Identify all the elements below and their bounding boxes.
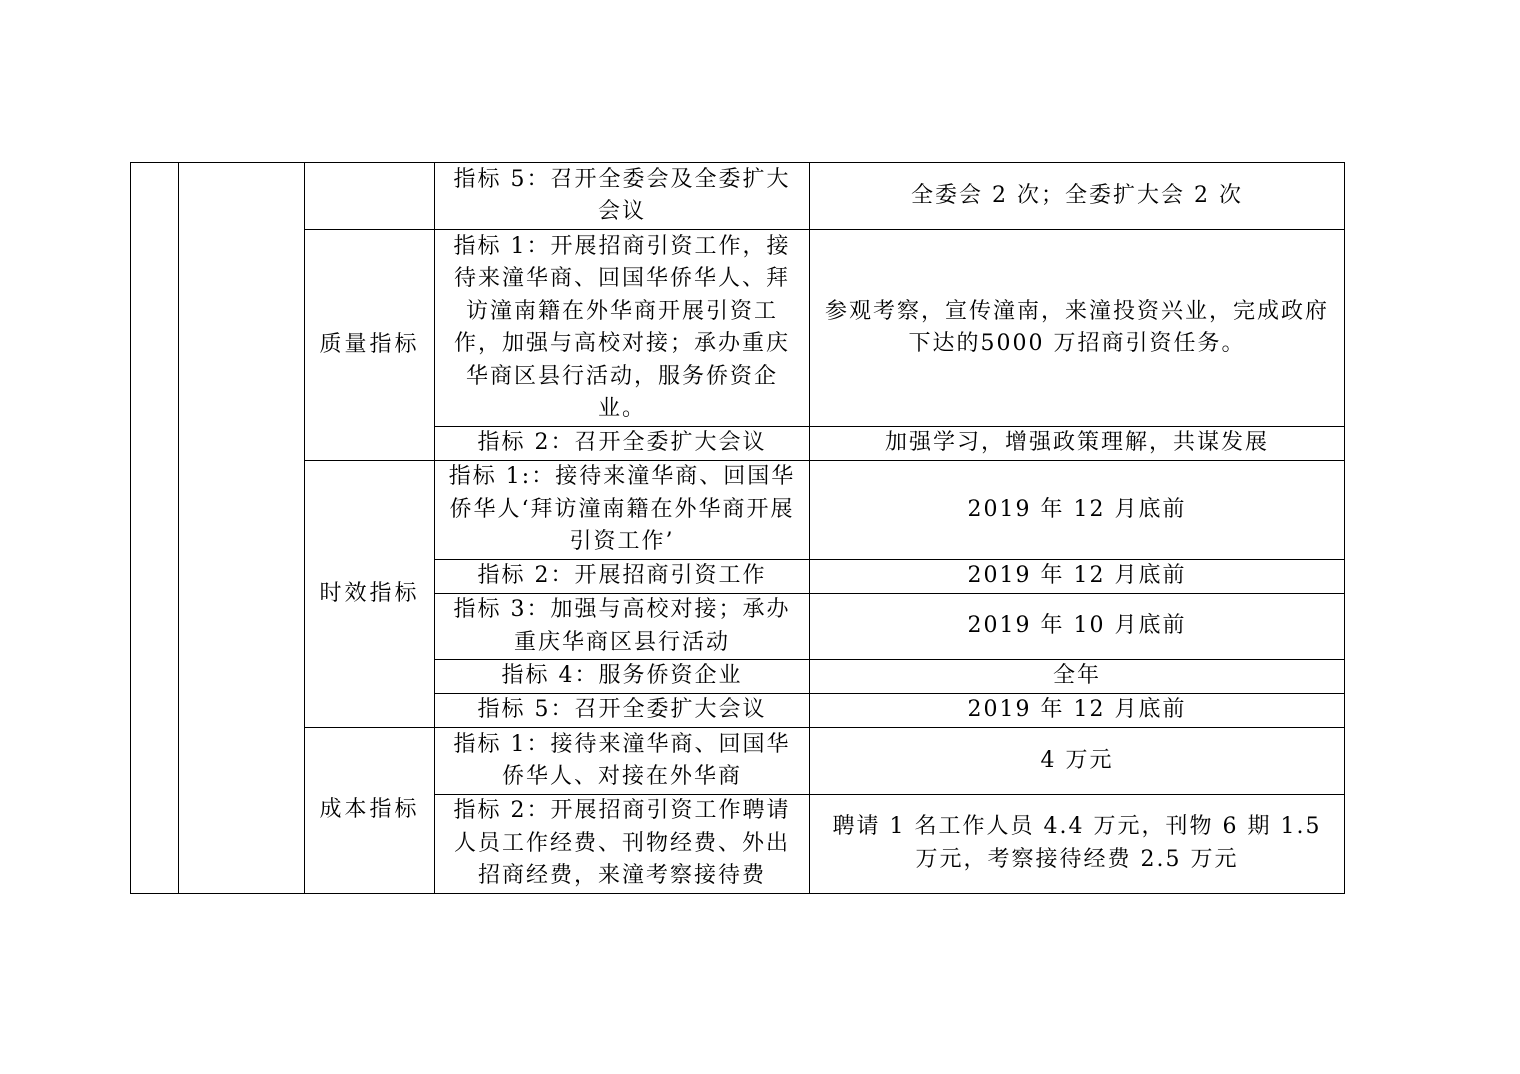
indicator-value-cell: 参观考察，宣传潼南，来潼投资兴业，完成政府下达的5000 万招商引资任务。 — [810, 230, 1345, 427]
level1-category-cell — [131, 163, 179, 894]
indicator-value-cell: 2019 年 12 月底前 — [810, 461, 1345, 560]
indicator-cell: 指标 5：召开全委扩大会议 — [435, 694, 810, 728]
level3-category-cell — [305, 163, 435, 230]
level2-category-cell — [179, 163, 305, 894]
indicator-cell: 指标 1：开展招商引资工作，接待来潼华商、回国华侨华人、拜访潼南籍在外华商开展引资工作，加强与高校对接；承办重庆华商区县行活动，服务侨资企业。 — [435, 230, 810, 427]
indicator-value-cell: 2019 年 12 月底前 — [810, 694, 1345, 728]
table-row — [131, 461, 1345, 560]
indicator-value-cell: 全年 — [810, 660, 1345, 694]
indicator-cell: 指标 3：加强与高校对接；承办重庆华商区县行活动 — [435, 594, 810, 660]
indicator-cell: 指标 1：接待来潼华商、回国华侨华人、对接在外华商 — [435, 728, 810, 795]
indicator-value-cell: 2019 年 10 月底前 — [810, 594, 1345, 660]
indicator-cell: 指标 2：开展招商引资工作聘请人员工作经费、刊物经费、外出招商经费，来潼考察接待费 — [435, 795, 810, 894]
indicator-cell: 指标 2：开展招商引资工作 — [435, 560, 810, 594]
indicator-value-cell: 聘请 1 名工作人员 4.4 万元，刊物 6 期 1.5 万元，考察接待经费 2.5 万元 — [810, 795, 1345, 894]
table-row — [131, 230, 1345, 427]
table-row — [131, 728, 1345, 795]
indicator-cell: 指标 5：召开全委会及全委扩大会议 — [435, 163, 810, 230]
indicator-cell: 指标 1:：接待来潼华商、回国华侨华人‘拜访潼南籍在外华商开展引资工作’ — [435, 461, 810, 560]
indicator-value-cell: 加强学习，增强政策理解，共谋发展 — [810, 427, 1345, 461]
timeliness-indicator-category: 时效指标 — [305, 461, 435, 728]
cost-indicator-category: 成本指标 — [305, 728, 435, 894]
indicator-value-cell: 4 万元 — [810, 728, 1345, 795]
table-row — [131, 163, 1345, 230]
indicator-cell: 指标 4：服务侨资企业 — [435, 660, 810, 694]
indicator-value-cell: 2019 年 12 月底前 — [810, 560, 1345, 594]
indicator-value-cell: 全委会 2 次；全委扩大会 2 次 — [810, 163, 1345, 230]
indicator-cell: 指标 2：召开全委扩大会议 — [435, 427, 810, 461]
quality-indicator-category: 质量指标 — [305, 230, 435, 461]
performance-indicator-table — [130, 162, 1345, 894]
